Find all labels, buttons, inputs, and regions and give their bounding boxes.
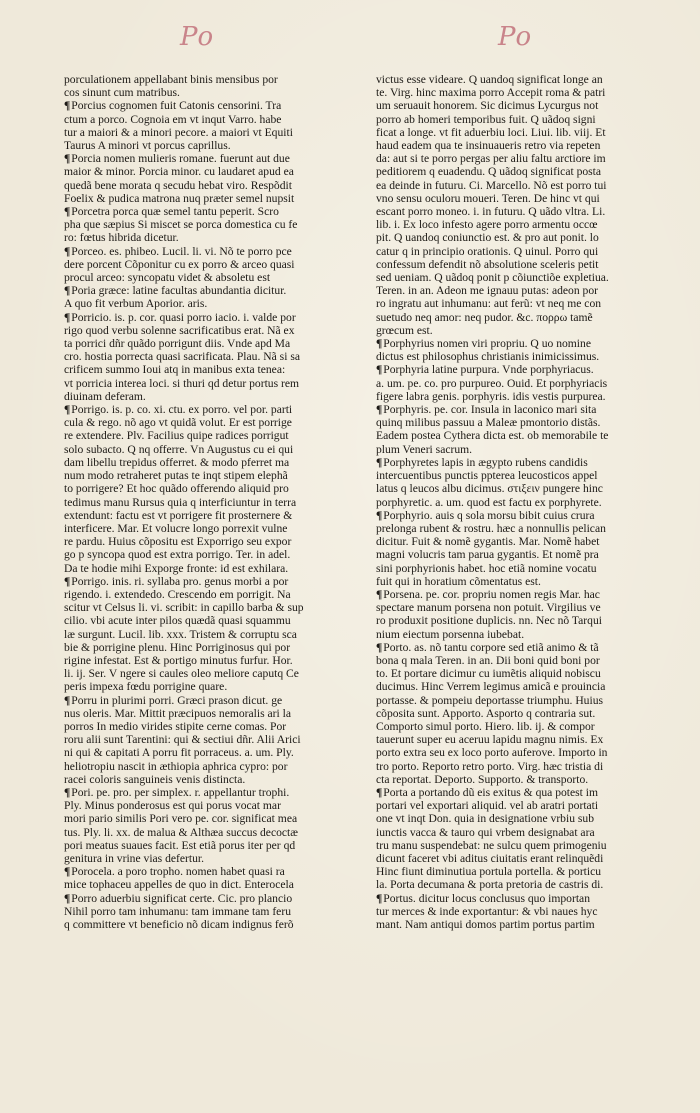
line-text: one vt inqt Don. quia in designatione vrbiu sub	[376, 812, 594, 826]
text-line	[376, 231, 676, 244]
line-text: catur q in principio orationis. Q uinul. Porro qui	[376, 244, 599, 258]
line-text: a. um. pe. co. pro purpureo. Ouid. Et porphyriacis	[376, 376, 608, 390]
text-line	[376, 482, 676, 495]
text-line	[376, 73, 676, 86]
line-text: Taurus A minori vt porcus caprillus.	[64, 139, 231, 153]
line-text: Porocela. a poro tropho. nomen habet quasi ra	[71, 865, 285, 879]
text-line	[376, 601, 676, 614]
text-line	[376, 152, 676, 165]
text-line	[376, 746, 676, 759]
line-text: rigine infestat. Est & portigo minutus furfur. Hor.	[64, 653, 293, 667]
line-text: diuinam deferam.	[64, 389, 146, 403]
text-line	[64, 720, 364, 733]
text-line	[376, 707, 676, 720]
entry-start-line	[376, 403, 676, 416]
line-text: magni volucris tam parua gygantis. Et nomẽ pra	[376, 548, 599, 562]
pilcrow-mark: ¶	[64, 891, 71, 905]
pilcrow-mark: ¶	[64, 152, 71, 166]
entry-start-line	[376, 786, 676, 799]
text-line	[64, 601, 364, 614]
pilcrow-mark: ¶	[376, 587, 383, 601]
text-line	[64, 839, 364, 852]
line-text: Porcetra porca quæ semel tantu peperit. Scro	[71, 205, 279, 219]
entry-start-line	[64, 694, 364, 707]
line-text: mori pario similis Pori vero pe. cor. significat mea	[64, 812, 298, 826]
text-line	[376, 522, 676, 535]
text-line	[64, 746, 364, 759]
text-line	[376, 390, 676, 403]
text-line	[376, 839, 676, 852]
line-text: dam libellu trepidus offerret. & modo pferret ma	[64, 455, 290, 469]
line-text: ficat a longe. vt fit aduerbiu loci. Liui. lib. viij. Et	[376, 125, 606, 139]
text-line	[376, 377, 676, 390]
line-text: spectare manum porsena non potuit. Virgilius ve	[376, 601, 601, 615]
text-line	[64, 469, 364, 482]
entry-start-line	[376, 588, 676, 601]
line-text: cos sinunt cum matribus.	[64, 86, 180, 100]
text-line	[376, 192, 676, 205]
text-line	[64, 350, 364, 363]
line-text: portasse. & pompeiu deportasse triumphu. Huius	[376, 693, 604, 707]
line-text: cro. hostia porrecta quasi sacrificata. Plau. Nã si sa	[64, 350, 300, 364]
line-text: Pori. pe. pro. per simplex. r. appellantur trophi.	[71, 785, 290, 799]
line-text: cula & rego. nõ ago vt quidã volut. Er est porrige	[64, 416, 292, 430]
line-text: haud eadem qua te insinuaueris retro via repeten	[376, 139, 601, 153]
entry-start-line	[64, 311, 364, 324]
line-text: Hinc fiunt diminutiua portula portella. & porticu	[376, 865, 602, 879]
line-text: porphyretic. a. um. quod est factu ex porphyrete.	[376, 495, 602, 509]
line-text: extendunt: factu est vt porrigere fit prosternere &	[64, 508, 293, 522]
line-text: num modo retraheret putas te inqt stipem elephã	[64, 469, 288, 483]
line-text: victus esse videare. Q uandoq significat longe an	[376, 73, 603, 86]
entry-start-line	[376, 892, 676, 905]
text-line	[64, 297, 364, 310]
line-text: porros In medio virides stipite cerne comas. Por	[64, 719, 287, 733]
text-line	[376, 245, 676, 258]
text-line	[376, 113, 676, 126]
text-line	[376, 324, 676, 337]
text-line	[376, 469, 676, 482]
text-line	[376, 575, 676, 588]
text-line	[64, 680, 364, 693]
line-text: peris impexa fœdu porrigine quare.	[64, 680, 228, 694]
text-line	[64, 126, 364, 139]
pilcrow-mark: ¶	[64, 785, 71, 799]
text-line	[64, 429, 364, 442]
line-text: Porceo. es. phibeo. Lucil. li. vi. Nõ te porro pce	[71, 244, 292, 258]
text-line	[376, 760, 676, 773]
text-line	[64, 509, 364, 522]
text-line	[376, 429, 676, 442]
pilcrow-mark: ¶	[376, 785, 383, 799]
entry-start-line	[64, 892, 364, 905]
text-line	[64, 231, 364, 244]
text-line	[376, 99, 676, 112]
line-text: Portus. dicitur locus conclusus quo importan	[383, 891, 591, 905]
line-text: rigo quod verbu solenne sacrificatibus erat. Nã ex	[64, 323, 295, 337]
entry-start-line	[64, 865, 364, 878]
entry-start-line	[376, 363, 676, 376]
line-text: fuit qui in horatium cõmentatus est.	[376, 574, 541, 588]
entry-start-line	[376, 509, 676, 522]
left-column	[64, 73, 364, 931]
line-text: tur merces & inde exportantur: & vbi naues hyc	[376, 904, 598, 918]
line-text: dere porcent Cõponitur cu ex porro & arceo quasi	[64, 257, 295, 271]
line-text: grœcum est.	[376, 323, 433, 337]
line-text: Porphyrius nomen viri propriu. Q uo nomine	[383, 337, 591, 351]
line-text: q committere vt beneficio nõ dicam indignus ferõ	[64, 918, 294, 931]
line-text: Porricio. is. p. cor. quasi porro iacio. i. valde por	[71, 310, 296, 324]
text-line	[376, 654, 676, 667]
line-text: Porsena. pe. cor. propriu nomen regis Mar. hac	[383, 587, 600, 601]
line-text: ro produxit positione duplicis. nn. Nec nõ Tarqui	[376, 614, 602, 628]
line-text: sed ueniam. Q uãdoq ponit p cõiunctiõe expletiua.	[376, 271, 609, 285]
text-line	[64, 852, 364, 865]
line-text: A quo fit verbum Aporior. aris.	[64, 297, 208, 311]
text-line	[64, 562, 364, 575]
line-text: Porphyretes lapis in ægypto rubens candidis	[383, 455, 588, 469]
pilcrow-mark: ¶	[64, 574, 71, 588]
text-line	[64, 192, 364, 205]
text-line	[64, 86, 364, 99]
line-text: nium eiectum porsenna iubebat.	[376, 627, 525, 641]
pilcrow-mark: ¶	[64, 403, 71, 417]
text-line	[376, 258, 676, 271]
line-text: bie & porrigine plenu. Hinc Porriginosus qui por	[64, 640, 291, 654]
right-running-head: Po	[498, 22, 533, 52]
line-text: interficere. Mar. Et volucre longo porrexit vulne	[64, 521, 288, 535]
text-line	[64, 324, 364, 337]
text-line	[64, 139, 364, 152]
right-column	[376, 73, 676, 931]
pilcrow-mark: ¶	[64, 244, 71, 258]
line-text: quinq milibus passuu a Maleæ pmontorio distãs.	[376, 416, 601, 430]
text-line	[376, 86, 676, 99]
text-line	[376, 311, 676, 324]
text-line	[64, 760, 364, 773]
text-line	[376, 562, 676, 575]
line-text: Foelix & pudica matrona nuq præter semel nupsit	[64, 191, 295, 205]
pilcrow-mark: ¶	[376, 363, 383, 377]
line-text: to porrigere? Et hoc quãdo offerendo aliquid pro	[64, 482, 289, 496]
text-line	[64, 377, 364, 390]
pilcrow-mark: ¶	[376, 455, 383, 469]
line-text: Porro aduerbiu significat certe. Cic. pro plancio	[71, 891, 293, 905]
line-text: ni qui & capitati A porru fit porraceus. a. um. Ply.	[64, 746, 294, 760]
text-line	[376, 139, 676, 152]
pilcrow-mark: ¶	[64, 284, 71, 298]
text-line	[64, 218, 364, 231]
text-line	[64, 271, 364, 284]
line-text: confessum defendit nõ absolutione sceleris petit	[376, 257, 599, 271]
text-line	[376, 548, 676, 561]
line-text: latus q leucos albu dicimus. στιξειν pungere hinc	[376, 482, 603, 496]
line-text: tru manu suspendebat: ne sulcu quem primogeniu	[376, 838, 607, 852]
line-text: tus. Ply. li. xx. de malua & Althæa succus decoctæ	[64, 825, 298, 839]
line-text: figere labra genis. porphyris. idis vestis purpurea.	[376, 389, 606, 403]
line-text: nus oleris. Mar. Mittit præcipuos nemoralis ari la	[64, 706, 292, 720]
text-line	[64, 773, 364, 786]
text-line	[64, 799, 364, 812]
entry-start-line	[376, 456, 676, 469]
line-text: tedimus manu Rursus quia q interficiuntur in terra	[64, 495, 297, 509]
pilcrow-mark: ¶	[64, 310, 71, 324]
line-text: ea deinde in futuru. Ci. Marcello. Nõ est porro tui	[376, 178, 607, 192]
line-text: escant porro moneo. i. in futuru. Q uãdo vltra. Li.	[376, 205, 606, 219]
text-line	[64, 390, 364, 403]
line-text: genitura in vrine vias defertur.	[64, 851, 205, 865]
text-line	[64, 179, 364, 192]
text-line	[64, 73, 364, 86]
entry-start-line	[376, 641, 676, 654]
line-text: procul arceo: syncopatu videt & absoletu est	[64, 271, 271, 285]
text-line	[376, 878, 676, 891]
text-line	[376, 496, 676, 509]
text-line	[64, 456, 364, 469]
line-text: scitur vt Celsus li. vi. scribit: in capillo barba & sup	[64, 601, 304, 615]
line-text: la. Porta decumana & porta pretoria de castris di.	[376, 878, 604, 892]
text-line	[64, 812, 364, 825]
text-line	[376, 205, 676, 218]
line-text: heliotropiu nascit in æthiopia aphrica cypro: por	[64, 759, 288, 773]
line-text: læ surgunt. Lucil. lib. xxx. Tristem & corruptu sca	[64, 627, 297, 641]
text-line	[64, 667, 364, 680]
text-line	[376, 443, 676, 456]
text-line	[64, 535, 364, 548]
line-text: Ply. Minus ponderosus est qui porus vocat mar	[64, 799, 281, 813]
line-text: prelonga rubent & rostru. hæc a nonnullis pelican	[376, 521, 606, 535]
pilcrow-mark: ¶	[376, 337, 383, 351]
line-text: iunctis vacca & tauro qui vrbem designabat ara	[376, 825, 595, 839]
text-line	[64, 482, 364, 495]
text-line	[376, 667, 676, 680]
line-text: vno sensu oculoru moueri. Teren. De hinc vt qui	[376, 191, 600, 205]
pilcrow-mark: ¶	[64, 693, 71, 707]
text-line	[376, 628, 676, 641]
entry-start-line	[64, 284, 364, 297]
line-text: Porru in plurimi porri. Græci prason dicut. ge	[71, 693, 283, 707]
line-text: intercuentibus punctis ppterea leucosticos appel	[376, 469, 598, 483]
text-line	[376, 165, 676, 178]
text-line	[64, 918, 364, 931]
line-text: Nihil porro tam inhumanu: tam immane tam feru	[64, 904, 291, 918]
line-text: maior & minor. Porcia minor. cu laudaret apud ea	[64, 165, 294, 179]
line-text: suetudo neq amor: neq pudor. &c. πορρω tamẽ	[376, 310, 593, 324]
line-text: Teren. in an. Adeon me ignauu putas: adeon por	[376, 284, 598, 298]
line-text: quedã bene morata q secudu hebat viro. Respõdit	[64, 178, 292, 192]
text-line	[64, 113, 364, 126]
line-text: tro porto. Reporto retro porto. Virg. hæc tristia di	[376, 759, 604, 773]
line-text: Porcia nomen mulieris romane. fuerunt aut due	[71, 152, 290, 166]
line-text: lib. i. Ex loco infesto agere porro armentu occœ	[376, 218, 598, 232]
line-text: Da te hodie mihi Exporge fronte: id est exhilara.	[64, 561, 289, 575]
line-text: pit. Q uandoq coniunctio est. & pro aut ponit. lo	[376, 231, 599, 245]
entry-start-line	[64, 99, 364, 112]
text-line	[64, 826, 364, 839]
line-text: portari vel exportari aliquid. vel ab aratri portati	[376, 799, 599, 813]
line-text: Poria græce: latine facultas abundantia dicitur.	[71, 284, 287, 298]
text-line	[64, 496, 364, 509]
line-text: Porrigo. is. p. co. xi. ctu. ex porro. vel por. parti	[71, 403, 293, 417]
text-line	[64, 258, 364, 271]
text-line	[64, 707, 364, 720]
text-line	[376, 918, 676, 931]
line-text: Porphyris. pe. cor. Insula in laconico mari sita	[383, 403, 597, 417]
line-text: roru alii sunt Tarentini: qui & sectiui dñr. Alii Arici	[64, 733, 301, 747]
text-line	[376, 297, 676, 310]
pilcrow-mark: ¶	[376, 891, 383, 905]
line-text: porto extra seu ex loco porto auferove. Importo in	[376, 746, 608, 760]
text-line	[64, 905, 364, 918]
text-line	[376, 694, 676, 707]
text-line	[376, 826, 676, 839]
text-line	[376, 350, 676, 363]
line-text: ducimus. Hinc Verrem legimus amicã e prouincia	[376, 680, 606, 694]
line-text: cilio. vbi acute inter pilos quædã quasi squammu	[64, 614, 291, 628]
line-text: rigendo. i. extendedo. Crescendo em porrigit. Na	[64, 587, 291, 601]
line-text: Porrigo. inis. ri. syllaba pro. genus morbi a por	[71, 574, 289, 588]
line-text: Comporto simul porto. Hiero. lib. ij. & compor	[376, 719, 595, 733]
text-line	[376, 126, 676, 139]
pilcrow-mark: ¶	[64, 205, 71, 219]
text-line	[376, 535, 676, 548]
text-line	[64, 614, 364, 627]
line-text: Porto. as. nõ tantu corpore sed etiã animo & tã	[383, 640, 599, 654]
line-text: mice tophaceu appelles de quo in dict. Enterocela	[64, 878, 294, 892]
line-text: cta reportat. Deporto. Supporto. & transporto.	[376, 772, 589, 786]
line-text: re extendere. Plv. Facilius quipe radices porrigut	[64, 429, 289, 443]
line-text: mant. Nam antiqui domos partim portus partim	[376, 918, 595, 931]
text-line	[376, 284, 676, 297]
line-text: li. ij. Ser. V ngere si caules oleo meliore caputq Ce	[64, 667, 299, 681]
entry-start-line	[376, 337, 676, 350]
line-text: vt porricia interea loci. si thuri qd detur portus rem	[64, 376, 300, 390]
text-line	[376, 614, 676, 627]
text-line	[376, 680, 676, 693]
line-text: to. Et portare dicimur cu iumẽtis aliquid nobiscu	[376, 667, 601, 681]
left-running-head: Po	[180, 22, 215, 52]
text-line	[64, 443, 364, 456]
line-text: ro ingratu aut inhumanu: aut ferũ: vt neq me con	[376, 297, 602, 311]
text-line	[64, 878, 364, 891]
line-text: ro: fœtus hibrida dicetur.	[64, 231, 179, 245]
text-line	[64, 416, 364, 429]
line-text: peditiorem q euadendu. Q uãdoq significat posta	[376, 165, 602, 179]
entry-start-line	[64, 575, 364, 588]
entry-start-line	[64, 152, 364, 165]
line-text: tur a maiori & a minori pecore. a maiori vt Equiti	[64, 125, 293, 139]
line-text: go p syncopa quod est extra porrigo. Ter. in adel.	[64, 548, 291, 562]
line-text: da: aut si te porro pergas per aliu faltu arctiore im	[376, 152, 606, 166]
line-text: Porphyrio. auis q sola morsu bibit cuius crura	[383, 508, 595, 522]
line-text: Eadem postea Cythera dicta est. ob memorabile te	[376, 429, 609, 443]
entry-start-line	[64, 403, 364, 416]
line-text: te. Virg. hinc maxima porro Accepit roma & patri	[376, 86, 606, 100]
line-text: crificem summo Ioui atq in manibus exta tenea:	[64, 363, 286, 377]
line-text: pha que sæpius Si miscet se porca domestica cu fe	[64, 218, 298, 232]
line-text: ta porrici dñr quãdo porrigunt diis. Vnde apd Ma	[64, 337, 291, 351]
text-line	[64, 548, 364, 561]
text-line	[64, 733, 364, 746]
text-line	[64, 628, 364, 641]
text-line	[376, 773, 676, 786]
line-text: porro ab homeri temporibus fuit. Q uãdoq signi	[376, 112, 596, 126]
text-line	[64, 588, 364, 601]
line-text: dicitur. Fuit & nomẽ gygantis. Mar. Nomẽ habet	[376, 535, 600, 549]
line-text: Porcius cognomen fuit Catonis censorini. Tra	[71, 99, 282, 113]
line-text: bona q mala Teren. in an. Dii boni quid boni por	[376, 653, 600, 667]
line-text: porculationem appellabant binis mensibus por	[64, 73, 278, 86]
line-text: re pardu. Huius cõpositu est Exporrigo seu expor	[64, 535, 292, 549]
pilcrow-mark: ¶	[64, 865, 71, 879]
line-text: plum Veneri sacrum.	[376, 442, 473, 456]
text-line	[376, 416, 676, 429]
entry-start-line	[64, 245, 364, 258]
text-line	[376, 733, 676, 746]
line-text: Porta a portando dũ eis exitus & qua potest im	[383, 785, 599, 799]
pilcrow-mark: ¶	[376, 403, 383, 417]
line-text: cõposita sunt. Apporto. Asporto q contraria sut.	[376, 706, 596, 720]
pilcrow-mark: ¶	[376, 508, 383, 522]
text-line	[64, 522, 364, 535]
text-line	[64, 641, 364, 654]
line-text: racei coloris sanguineis venis distincta.	[64, 772, 246, 786]
line-text: tauerunt super eu aceruu lapidu magnu nimis. Ex	[376, 733, 604, 747]
text-line	[376, 799, 676, 812]
line-text: um seruauit honorem. Sic dicimus Lycurgus not	[376, 99, 599, 113]
line-text: ctum a porco. Cognoia em vt inqut Varro. habe	[64, 112, 282, 126]
text-line	[376, 905, 676, 918]
pilcrow-mark: ¶	[376, 640, 383, 654]
text-line	[376, 720, 676, 733]
line-text: pori meatus suaues facit. Est etiã porus iter per qd	[64, 838, 296, 852]
text-line	[376, 865, 676, 878]
entry-start-line	[64, 205, 364, 218]
text-line	[64, 337, 364, 350]
text-line	[64, 165, 364, 178]
text-line	[376, 852, 676, 865]
line-text: sini porphyrionis habet. hoc etiã nomine vocatu	[376, 561, 597, 575]
text-line	[64, 363, 364, 376]
pilcrow-mark: ¶	[64, 99, 71, 113]
entry-start-line	[64, 786, 364, 799]
text-line	[376, 218, 676, 231]
line-text: dicunt faceret vbi aditus ciuitatis erant relinquẽdi	[376, 851, 604, 865]
line-text: dictus est philosophus christianis inimicissimus.	[376, 350, 600, 364]
text-line	[376, 812, 676, 825]
text-line	[64, 654, 364, 667]
line-text: Porphyria latine purpura. Vnde porphyriacus.	[383, 363, 594, 377]
line-text: solo subacto. Q nq offerre. Vn Augustus cu ei qui	[64, 442, 294, 456]
text-line	[376, 271, 676, 284]
text-line	[376, 179, 676, 192]
